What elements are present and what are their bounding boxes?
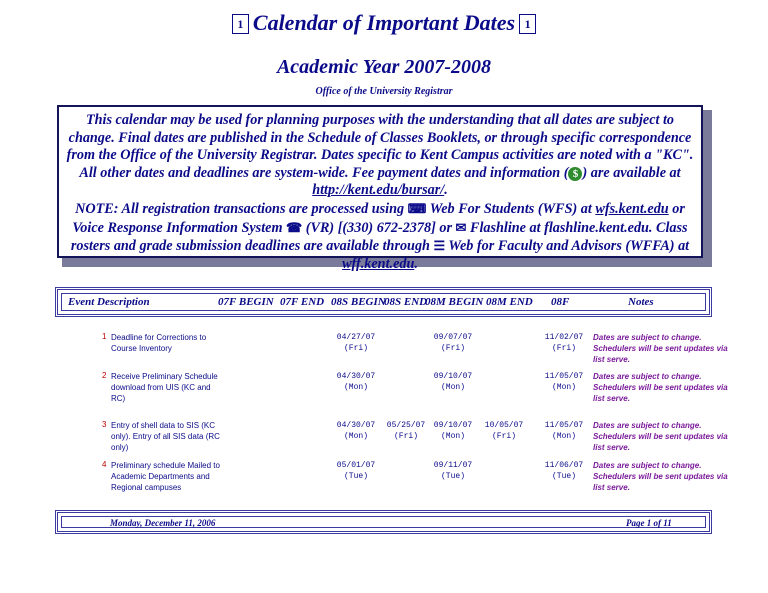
telephone-icon: ☎	[286, 219, 303, 235]
bursar-link[interactable]: http://kent.edu/bursar/	[312, 182, 445, 199]
header-event-description: Event Description	[68, 296, 150, 308]
day-08s-begin: (Tue)	[343, 472, 368, 481]
header-07f-end: 07F END	[280, 296, 325, 308]
notice-text: Flashline at flashline.kent.edu. Class rosters and grade submission deadlines are available through	[70, 219, 688, 255]
date-08m-begin: 09/10/07	[433, 421, 473, 430]
wfs-link[interactable]: wfs.kent.edu	[595, 200, 669, 217]
date-08f: 11/05/07	[544, 421, 584, 430]
day-08f: (Fri)	[551, 344, 576, 353]
header-08f: 08F	[551, 296, 570, 308]
day-08s-begin: (Mon)	[343, 432, 368, 441]
row-note: Dates are subject to change. Schedulers will be sent updates via list serve.	[593, 333, 728, 364]
day-08m-begin: (Mon)	[440, 432, 465, 441]
day-08f: (Tue)	[551, 472, 576, 481]
notice-text: (VR) [(330) 672-2378] or	[302, 219, 456, 236]
date-08m-begin: 09/11/07	[433, 461, 473, 470]
notice-text: Web For Students (WFS) at	[426, 200, 596, 217]
notice-box	[57, 105, 703, 272]
event-description: Preliminary schedule Mailed to Academic Departments and Regional campuses	[111, 461, 220, 492]
row-note: Dates are subject to change. Schedulers will be sent updates via list serve.	[593, 461, 728, 492]
office-name: Office of the University Registrar	[315, 86, 453, 97]
row-note: Dates are subject to change. Schedulers will be sent updates via list serve.	[593, 421, 728, 452]
flashline-icon: ✉	[455, 219, 467, 235]
calendar-icon: 1	[232, 14, 249, 34]
day-08s-begin: (Mon)	[343, 383, 368, 392]
title-text: Calendar of Important Dates	[252, 10, 516, 35]
event-description: Deadline for Corrections to Course Inventory	[111, 333, 207, 353]
calendar-icon: 1	[519, 14, 536, 34]
date-08f: 11/05/07	[544, 372, 584, 381]
dollar-icon: $	[568, 167, 582, 181]
date-08s-begin: 04/30/07	[336, 421, 376, 430]
row-number: 4	[102, 460, 107, 469]
day-08m-begin: (Tue)	[440, 472, 465, 481]
date-08s-begin: 05/01/07	[336, 461, 376, 470]
footer-date: Monday, December 11, 2006	[110, 518, 216, 528]
row-number: 2	[102, 371, 107, 380]
day-08s-end: (Fri)	[393, 432, 418, 441]
date-08f: 11/02/07	[544, 333, 584, 342]
day-08m-end: (Fri)	[491, 432, 516, 441]
page-title	[0, 10, 768, 36]
notice-text: ) are available at	[582, 164, 681, 181]
date-08m-begin: 09/07/07	[433, 333, 473, 342]
header-08m-end: 08M END	[486, 296, 533, 308]
header-07f-begin: 07F BEGIN	[218, 296, 274, 308]
event-description: Entry of shell data to SIS (KC only). Entry of all SIS data (RC only)	[111, 421, 220, 452]
notice-text: or Voice Response Information System	[72, 200, 685, 236]
notice-text: .	[444, 182, 448, 199]
date-08s-end: 05/25/07	[386, 421, 426, 430]
web-students-icon: ⌨	[407, 200, 427, 216]
web-faculty-icon: ☰	[433, 238, 446, 254]
header-08s-end: 08S END	[384, 296, 428, 308]
footer-page-number: Page 1 of 11	[626, 518, 672, 528]
day-08s-begin: (Fri)	[343, 344, 368, 353]
notice-text: This calendar may be used for planning purposes with the understanding that all dates are subject to change. Final dates are published in the Schedule of Classes Booklets, or through specific correspondence from the Office of the University Registrar. Dates specific to Kent Campus activities are noted with a "KC". All other dates and deadlines are system-wide. Fee payment dates and information (	[66, 112, 694, 181]
event-description: Receive Preliminary Schedule download from UIS (KC and RC)	[111, 372, 218, 403]
day-08f: (Mon)	[551, 383, 576, 392]
header-notes: Notes	[628, 296, 654, 308]
date-08m-begin: 09/10/07	[433, 372, 473, 381]
header-08s-begin: 08S BEGIN	[331, 296, 386, 308]
row-number: 1	[102, 332, 107, 341]
notice-text: NOTE: All registration transactions are processed using	[75, 200, 408, 217]
date-08m-end: 10/05/07	[484, 421, 524, 430]
day-08m-begin: (Mon)	[440, 383, 465, 392]
day-08f: (Mon)	[551, 432, 576, 441]
wff-link[interactable]: wff.kent.edu	[342, 255, 415, 272]
academic-year: Academic Year 2007-2008	[276, 56, 492, 78]
date-08f: 11/06/07	[544, 461, 584, 470]
header-08m-begin: 08M BEGIN	[425, 296, 484, 308]
notice-text: .	[414, 255, 418, 272]
day-08m-begin: (Fri)	[440, 344, 465, 353]
notice-text: Web for Faculty and Advisors (WFFA) at	[445, 238, 690, 255]
date-08s-begin: 04/30/07	[336, 372, 376, 381]
row-note: Dates are subject to change. Schedulers will be sent updates via list serve.	[593, 372, 728, 403]
date-08s-begin: 04/27/07	[336, 333, 376, 342]
row-number: 3	[102, 420, 107, 429]
